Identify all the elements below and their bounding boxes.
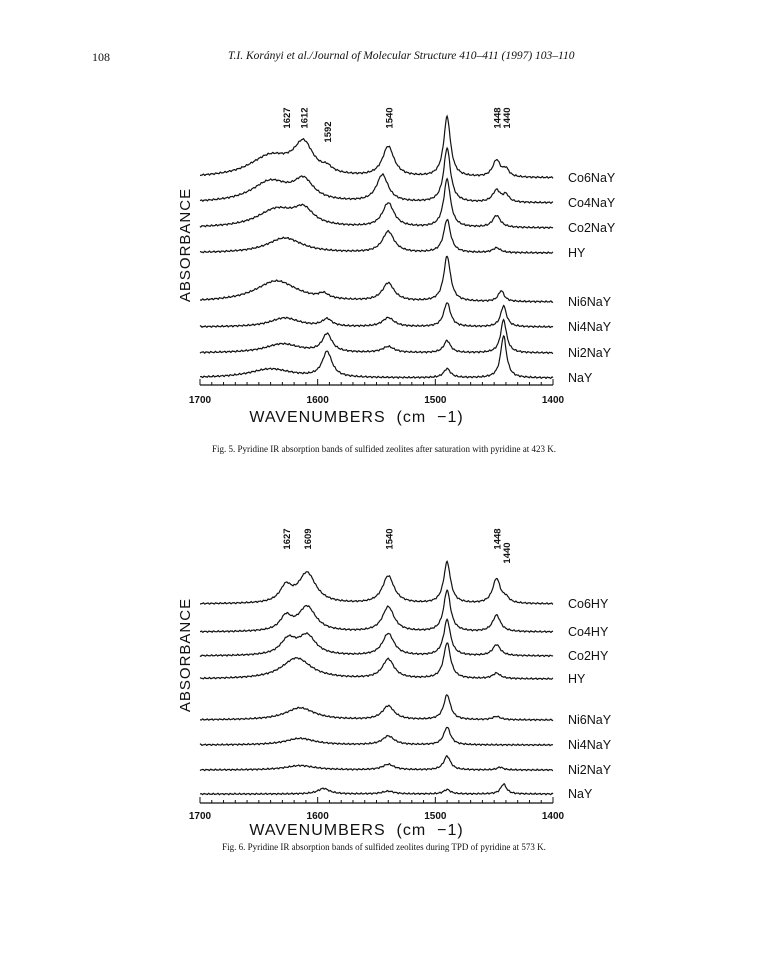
series-label: Co2NaY [568,221,616,235]
spectrum-line [200,303,553,328]
series-label: Ni2NaY [568,346,612,360]
peak-label: 1627 [281,107,293,129]
series-label: NaY [568,787,593,801]
x-axis-label: WAVENUMBERS (cm −1) [249,822,464,839]
series-label: Co6HY [568,597,609,611]
series-label: Ni4NaY [568,320,612,334]
x-tick-label: 1700 [188,811,212,822]
peak-label: 1540 [384,107,396,129]
x-tick-label: 1600 [306,395,329,406]
series-label: Ni6NaY [568,713,612,727]
spectrum-line [200,784,553,795]
series-label: Co6NaY [568,171,616,185]
figure-5 [0,80,768,440]
peak-label: 1448 [492,107,504,129]
spectrum-line [200,727,553,745]
peak-label: 1612 [299,107,311,129]
peak-label: 1609 [303,528,315,550]
series-label: Ni2NaY [568,763,612,777]
y-axis-label: ABSORBANCE [177,187,194,303]
series-label: NaY [568,371,593,385]
series-label: Co4HY [568,625,609,639]
peak-label: 1448 [492,528,504,550]
x-tick-label: 1500 [424,811,447,822]
figure-6-caption: Fig. 6. Pyridine IR absorption bands of sulfided zeolites during TPD of pyridine at 573 K. [222,842,546,852]
spectrum-line [200,561,553,604]
peak-label: 1540 [384,528,396,550]
series-label: HY [568,672,586,686]
x-tick-label: 1400 [541,395,565,406]
running-head: T.I. Korányi et al./Journal of Molecular Structure 410–411 (1997) 103–110 [228,50,575,62]
series-label: Ni6NaY [568,295,612,309]
peak-label: 1592 [323,121,335,143]
y-axis-label: ABSORBANCE [177,597,194,713]
spectrum-line [200,148,553,203]
peak-label: 1627 [281,528,293,550]
series-label: Co2HY [568,649,609,663]
x-axis-label: WAVENUMBERS (cm −1) [249,409,464,426]
figure-6-chart [0,500,768,840]
figure-5-chart [0,80,768,440]
figure-5-caption: Fig. 5. Pyridine IR absorption bands of sulfided zeolites after saturation with pyridine at 423 K. [212,444,556,454]
spectrum-line [200,336,553,379]
x-tick-label: 1500 [424,395,447,406]
x-tick-label: 1400 [541,811,565,822]
spectrum-line [200,256,553,302]
series-label: HY [568,246,586,260]
spectrum-line [200,695,553,721]
peak-label: 1440 [501,542,513,564]
series-label: Co4NaY [568,196,616,210]
figure-6 [0,500,768,840]
x-tick-label: 1600 [306,811,329,822]
peak-label: 1440 [501,107,513,129]
series-label: Ni4NaY [568,738,612,752]
spectrum-line [200,220,553,254]
spectrum-line [200,756,553,771]
x-tick-label: 1700 [188,395,212,406]
page-number: 108 [92,50,110,64]
